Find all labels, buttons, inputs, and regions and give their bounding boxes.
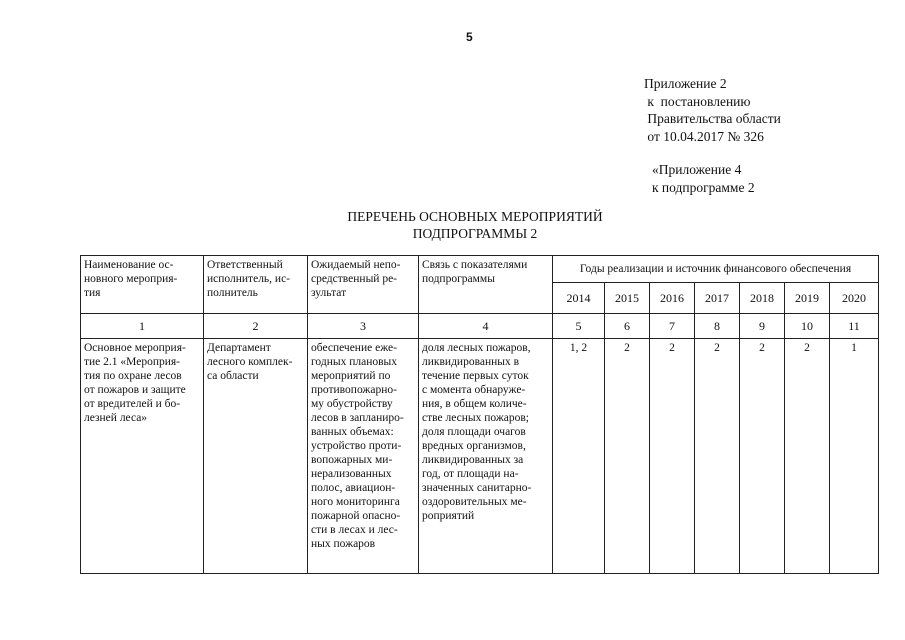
column-number: 4 (419, 314, 553, 339)
cell-line: лесного комплек- (207, 356, 293, 368)
cell-line: обеспечение еже- (311, 342, 397, 354)
cell-line: устройство проти- (311, 440, 402, 452)
cell-line: тия по охране лесов (84, 370, 182, 382)
column-number: 1 (81, 314, 204, 339)
cell-line: му обустройству (311, 398, 393, 410)
header-name-line: Наименование ос- (84, 259, 174, 271)
cell-indicators (419, 339, 553, 574)
cell-line: значенных санитарно- (422, 482, 532, 494)
cell-line: противопожарно- (311, 384, 397, 396)
cell-line: Департамент (207, 342, 271, 354)
appendix-quote-line: «Приложение 4 (652, 162, 742, 177)
header-result-line: зультат (311, 287, 347, 299)
column-number: 10 (785, 314, 830, 339)
header-result (308, 256, 419, 314)
header-row (81, 256, 879, 283)
cell-line: ликвидированных за (422, 454, 524, 466)
header-year: 2018 (740, 283, 785, 314)
column-number: 11 (830, 314, 879, 339)
header-name (81, 256, 204, 314)
cell-line: пожарной опасно- (311, 510, 401, 522)
cell-line: ных пожаров (311, 538, 376, 550)
cell-line: лезней леса» (84, 412, 148, 424)
appendix-line: от 10.04.2017 № 326 (644, 128, 764, 144)
header-executor-line: Ответственный (207, 259, 283, 271)
cell-line: годных плановых (311, 356, 398, 368)
appendix-line: Приложение 2 (644, 76, 727, 91)
cell-year-2020: 1 (830, 339, 879, 574)
cell-measure-name (81, 339, 204, 574)
column-number-row (81, 314, 879, 339)
cell-line: Основное мероприя- (84, 342, 186, 354)
cell-line: лесов в запланиро- (311, 412, 404, 424)
cell-line: тие 2.1 «Мероприя- (84, 356, 181, 368)
header-indicators-line: Связь с показателями (422, 259, 528, 271)
column-number: 8 (695, 314, 740, 339)
header-indicators (419, 256, 553, 314)
cell-line: вредных организмов, (422, 440, 526, 452)
header-executor-line: исполнитель, ис- (207, 273, 291, 285)
cell-line: доля площади очагов (422, 426, 526, 438)
header-indicators-line: подпрограммы (422, 273, 495, 285)
column-number: 7 (650, 314, 695, 339)
cell-year-2015: 2 (605, 339, 650, 574)
appendix-quote-block (652, 161, 755, 196)
header-result-line: средственный ре- (311, 273, 398, 285)
appendix-quote-line: к подпрограмме 2 (652, 179, 755, 195)
appendix-block (644, 75, 781, 145)
column-number: 2 (204, 314, 308, 339)
cell-year-2018: 2 (740, 339, 785, 574)
cell-line: вопожарных ми- (311, 454, 393, 466)
cell-line: ния, в общем количе- (422, 398, 527, 410)
header-year: 2020 (830, 283, 879, 314)
cell-line: нерализованных (311, 468, 392, 480)
cell-line: год, от площади на- (422, 468, 519, 480)
header-year: 2016 (650, 283, 695, 314)
cell-year-2016: 2 (650, 339, 695, 574)
header-executor-line: полнитель (207, 287, 258, 299)
appendix-line: Правительства области (644, 111, 781, 126)
header-year: 2019 (785, 283, 830, 314)
header-year: 2017 (695, 283, 740, 314)
cell-line: доля лесных пожаров, (422, 342, 531, 354)
cell-line: мероприятий по (311, 370, 391, 382)
page-number: 5 (466, 30, 473, 44)
document-title (290, 208, 660, 242)
cell-executor (204, 339, 308, 574)
cell-line: са области (207, 370, 259, 382)
header-year: 2014 (553, 283, 605, 314)
cell-line: роприятий (422, 510, 475, 522)
header-name-line: тия (84, 287, 101, 299)
header-result-line: Ожидаемый непо- (311, 259, 401, 271)
column-number: 9 (740, 314, 785, 339)
cell-line: ного мониторинга (311, 496, 400, 508)
cell-line: течение первых суток (422, 370, 529, 382)
header-years-group: Годы реализации и источник финансового обеспечения (553, 256, 879, 283)
column-number: 6 (605, 314, 650, 339)
column-number: 3 (308, 314, 419, 339)
header-name-line: новного мероприя- (84, 273, 178, 285)
measures-table (80, 255, 879, 574)
cell-year-2017: 2 (695, 339, 740, 574)
cell-line: от вредителей и бо- (84, 398, 181, 410)
cell-line: сти в лесах и лес- (311, 524, 398, 536)
cell-line: полос, авиацион- (311, 482, 396, 494)
cell-line: стве лесных пожаров; (422, 412, 530, 424)
column-number: 5 (553, 314, 605, 339)
title-line-2: ПОДПРОГРАММЫ 2 (412, 226, 538, 241)
cell-line: с момента обнаруже- (422, 384, 526, 396)
cell-line: оздоровительных ме- (422, 496, 527, 508)
cell-year-2014: 1, 2 (553, 339, 605, 574)
cell-result (308, 339, 419, 574)
cell-line: ликвидированных в (422, 356, 520, 368)
header-year: 2015 (605, 283, 650, 314)
cell-line: от пожаров и защите (84, 384, 186, 396)
cell-year-2019: 2 (785, 339, 830, 574)
header-executor (204, 256, 308, 314)
title-line-1: ПЕРЕЧЕНЬ ОСНОВНЫХ МЕРОПРИЯТИЙ (347, 209, 603, 224)
table-row (81, 339, 879, 574)
appendix-line: к постановлению (644, 93, 751, 109)
cell-line: ванных объемах: (311, 426, 394, 438)
